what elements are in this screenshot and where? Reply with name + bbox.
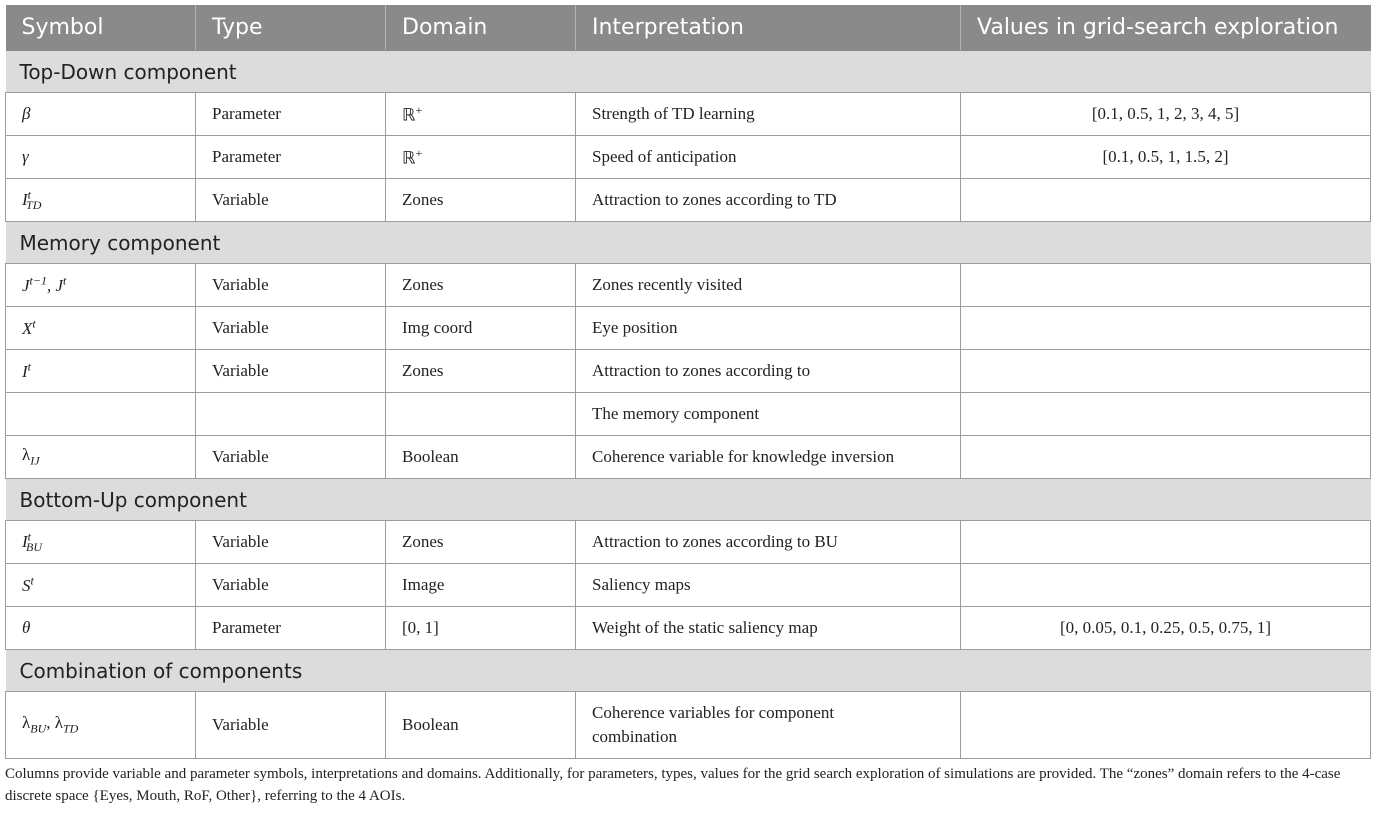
- symbol-cell: $X^t$: [6, 307, 196, 350]
- domain-cell: [0, 1]: [386, 607, 576, 650]
- parameter-table: [5, 5, 1371, 759]
- section-title-combination: Combination of components: [6, 650, 1371, 692]
- values-cell: [961, 692, 1371, 759]
- section-row: [6, 222, 1371, 264]
- interpretation-cell: Attraction to zones according to BU: [576, 521, 961, 564]
- type-cell: Parameter: [196, 607, 386, 650]
- symbol-cell: β: [6, 93, 196, 136]
- table-row: [6, 436, 1371, 479]
- interpretation-cell: Speed of anticipation: [576, 136, 961, 179]
- symbol-cell: θ: [6, 607, 196, 650]
- values-cell: [961, 564, 1371, 607]
- interpretation-cell: Zones recently visited: [576, 264, 961, 307]
- type-cell: Variable: [196, 692, 386, 759]
- symbol-cell: $I^t_{BU}$: [6, 521, 196, 564]
- symbol-cell: $I^t$: [6, 350, 196, 393]
- table-row: [6, 521, 1371, 564]
- symbol-cell: $I^t_{TD}$: [6, 179, 196, 222]
- section-row: [6, 51, 1371, 93]
- symbol-cell: $\lambda_{BU}$, $\lambda_{TD}$: [6, 692, 196, 759]
- header-type: Type: [196, 5, 386, 51]
- table-row: [6, 564, 1371, 607]
- table-row: [6, 136, 1371, 179]
- type-cell: Variable: [196, 179, 386, 222]
- type-cell: Parameter: [196, 93, 386, 136]
- interpretation-cell: Saliency maps: [576, 564, 961, 607]
- symbol-cell: $\lambda_{IJ}$: [6, 436, 196, 479]
- symbol-cell: $J^{t-1}$, $J^t$: [6, 264, 196, 307]
- values-cell: [961, 436, 1371, 479]
- interpretation-cell: Eye position: [576, 307, 961, 350]
- domain-cell: ℝ+: [386, 93, 576, 136]
- interpretation-cell: Weight of the static saliency map: [576, 607, 961, 650]
- interpretation-cell: Coherence variable for knowledge inversion: [576, 436, 961, 479]
- interpretation-cell: Attraction to zones according to: [576, 350, 961, 393]
- values-cell: [0, 0.05, 0.1, 0.25, 0.5, 0.75, 1]: [961, 607, 1371, 650]
- values-cell: [961, 521, 1371, 564]
- type-cell: Variable: [196, 264, 386, 307]
- header-values: Values in grid-search exploration: [961, 5, 1371, 51]
- domain-cell: ℝ+: [386, 136, 576, 179]
- type-cell: Variable: [196, 350, 386, 393]
- type-cell: Variable: [196, 307, 386, 350]
- values-cell: [961, 307, 1371, 350]
- table-row: [6, 350, 1371, 393]
- header-domain: Domain: [386, 5, 576, 51]
- section-row: [6, 650, 1371, 692]
- values-cell: [0.1, 0.5, 1, 1.5, 2]: [961, 136, 1371, 179]
- header-interpretation: Interpretation: [576, 5, 961, 51]
- symbol-cell: γ: [6, 136, 196, 179]
- type-cell: Variable: [196, 564, 386, 607]
- domain-cell: Zones: [386, 521, 576, 564]
- values-cell: [961, 264, 1371, 307]
- parameter-table-container: [5, 5, 1370, 759]
- table-row: [6, 393, 1371, 436]
- domain-cell: Zones: [386, 179, 576, 222]
- table-row: [6, 692, 1371, 759]
- domain-cell: [386, 393, 576, 436]
- interpretation-cell: The memory component: [576, 393, 961, 436]
- section-title-memory: Memory component: [6, 222, 1371, 264]
- domain-cell: Img coord: [386, 307, 576, 350]
- section-row: [6, 479, 1371, 521]
- header-symbol: Symbol: [6, 5, 196, 51]
- header-row: [6, 5, 1371, 51]
- table-row: [6, 179, 1371, 222]
- domain-cell: Image: [386, 564, 576, 607]
- domain-cell: Boolean: [386, 692, 576, 759]
- domain-cell: Zones: [386, 264, 576, 307]
- table-row: [6, 264, 1371, 307]
- values-cell: [961, 179, 1371, 222]
- domain-cell: Zones: [386, 350, 576, 393]
- interpretation-cell: Strength of TD learning: [576, 93, 961, 136]
- table-row: [6, 307, 1371, 350]
- interpretation-cell: Coherence variables for component combination: [576, 692, 961, 759]
- type-cell: Variable: [196, 436, 386, 479]
- type-cell: Parameter: [196, 136, 386, 179]
- values-cell: [0.1, 0.5, 1, 2, 3, 4, 5]: [961, 93, 1371, 136]
- interpretation-cell: Attraction to zones according to TD: [576, 179, 961, 222]
- values-cell: [961, 393, 1371, 436]
- type-cell: [196, 393, 386, 436]
- table-footnote: Columns provide variable and parameter symbols, interpretations and domains. Additionally, for parameters, types, values for the grid search exploration of simulations are provided. The “zones” domain refers to the 4-case discrete space {Eyes, Mouth, RoF, Other}, referring to the 4 AOIs.: [5, 766, 1341, 804]
- symbol-cell: $S^t$: [6, 564, 196, 607]
- type-cell: Variable: [196, 521, 386, 564]
- table-row: [6, 607, 1371, 650]
- table-row: [6, 93, 1371, 136]
- domain-cell: Boolean: [386, 436, 576, 479]
- values-cell: [961, 350, 1371, 393]
- section-title-top-down: Top-Down component: [6, 51, 1371, 93]
- section-title-bottom-up: Bottom-Up component: [6, 479, 1371, 521]
- symbol-cell: [6, 393, 196, 436]
